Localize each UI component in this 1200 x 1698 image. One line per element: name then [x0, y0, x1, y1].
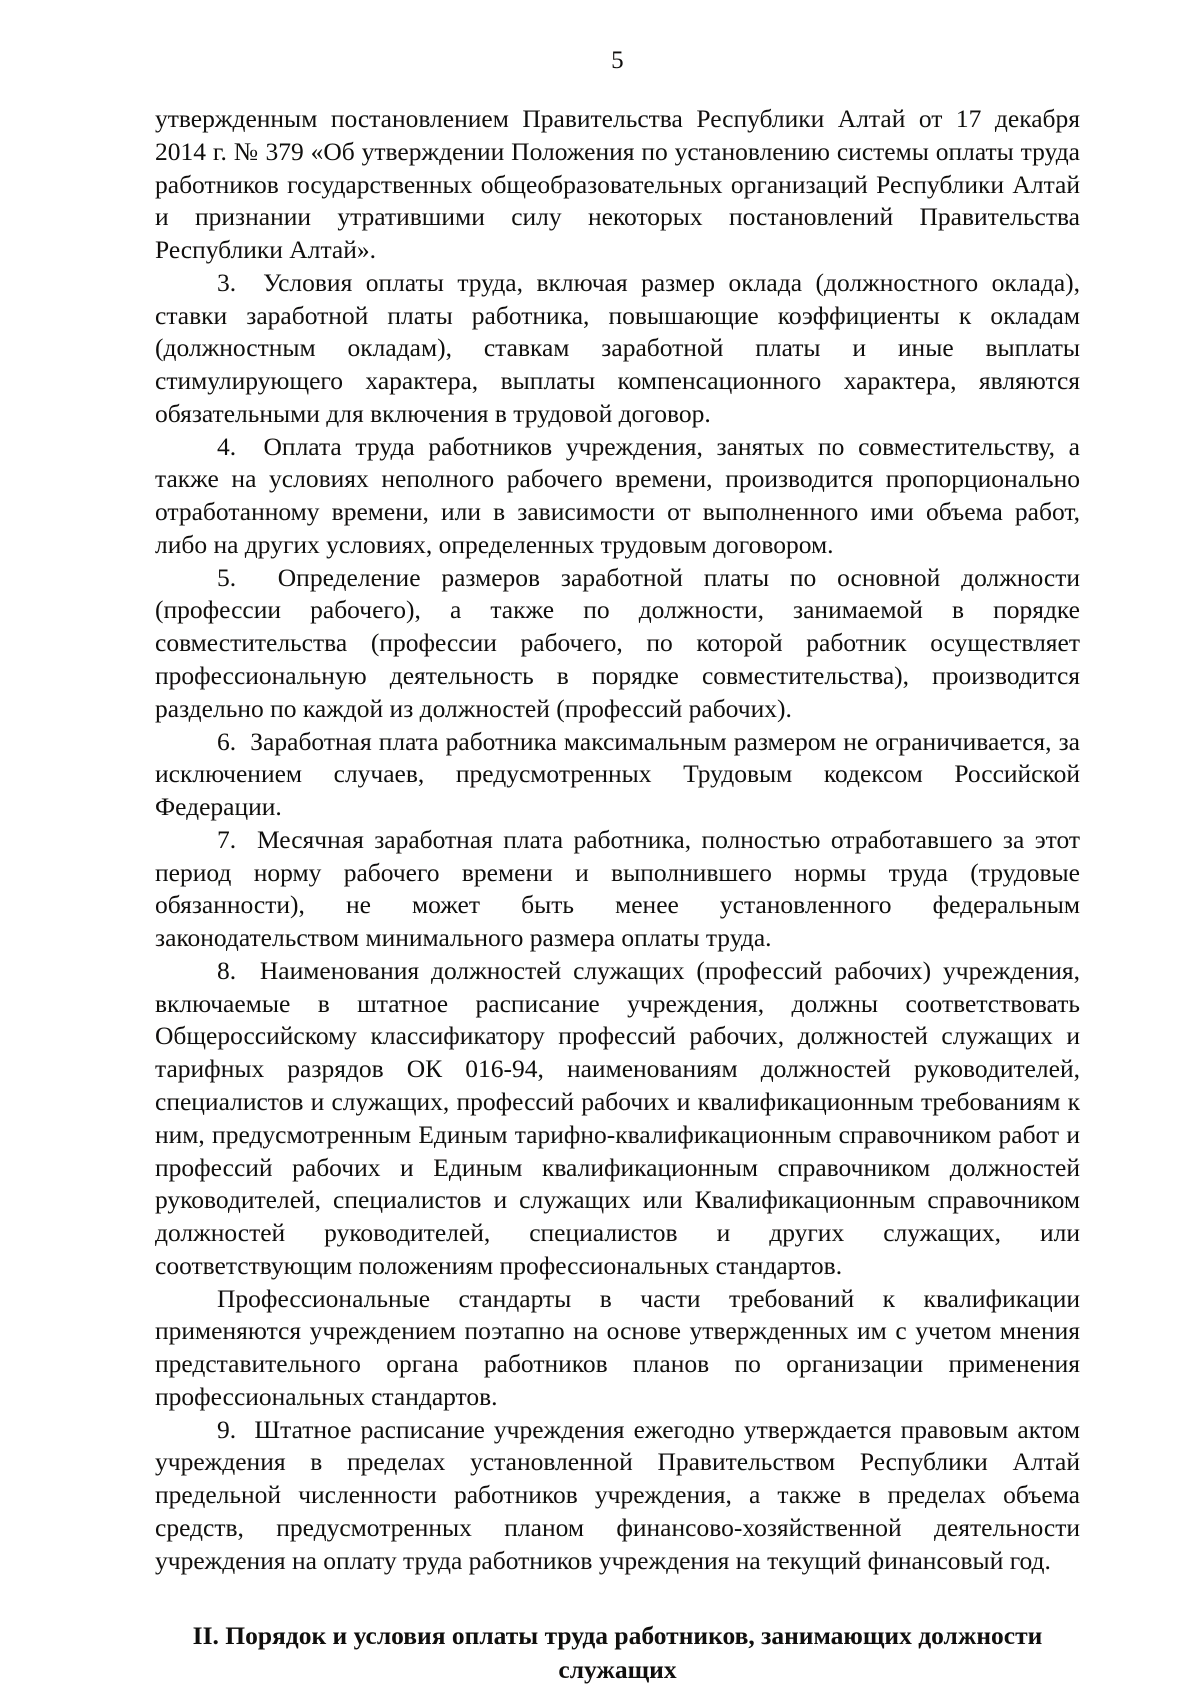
paragraph-number-5: 5.	[217, 562, 237, 592]
section-heading-line-1: II. Порядок и условия оплаты труда работников, занимающих должности	[192, 1621, 1043, 1651]
paragraph-item-9	[155, 1414, 1080, 1578]
paragraph-text-4: Оплата труда работников учреждения, занятых по совместительству, а также на условиях неполного рабочего времени, производится пропорционально отработанному времени, или в зависимости от выполненного ими объема работ, либо на других условиях, определенных трудовым договором.	[155, 431, 1081, 559]
paragraph-text-8: Наименования должностей служащих (профессий рабочих) учреждения, включаемые в штатное расписание учреждения, должны соответствовать Общероссийскому классификатору профессий рабочих, должностей служащих и тарифных разрядов ОК 016-94, наименованиям должностей руководителей, специалистов и служащих, профессий рабочих и квалификационным требованиям к ним, предусмотренным Единым тарифно-квалификационным справочником работ и профессий рабочих и Единым квалификационным справочником должностей руководителей, специалистов и служащих или Квалификационным справочником должностей руководителей, специалистов и других служащих, или соответствующим положениям профессиональных стандартов.	[155, 955, 1081, 1280]
paragraph-item-3	[155, 267, 1080, 431]
paragraph-text-3: Условия оплаты труда, включая размер оклада (должностного оклада), ставки заработной платы работника, повышающие коэффициенты к окладам (должностным окладам), ставкам заработной платы и иные выплаты стимулирующего характера, выплаты компенсационного характера, являются обязательными для включения в трудовой договор.	[155, 267, 1081, 428]
paragraph-number-7: 7.	[217, 824, 237, 854]
paragraph-number-6: 6.	[217, 726, 237, 756]
paragraph-number-3: 3.	[217, 267, 237, 297]
paragraph-continuation: утвержденным постановлением Правительства Республики Алтай от 17 декабря 2014 г. № 379 «Об утверждении Положения по установлению системы оплаты труда работников государственных общеобразовательных организаций Республики Алтай и признании утратившими силу некоторых постановлений Правительства Республики Алтай».	[155, 104, 1080, 265]
section-heading	[155, 1619, 1080, 1685]
paragraph-text-5: Определение размеров заработной платы по основной должности (профессии рабочего), а также по должности, занимаемой в порядке совместительства (профессии рабочего, по которой работник осуществляет профессиональную деятельность в порядке совместительства), производится раздельно по каждой из должностей (профессий рабочих).	[155, 562, 1080, 723]
paragraph-item-6	[155, 726, 1080, 824]
paragraph-item-7	[155, 824, 1080, 955]
paragraph-text-9: Штатное расписание учреждения ежегодно утверждается правовым актом учреждения в пределах установленной Правительством Республики Алтай предельной численности работников учреждения, а также в пределах объема средств, предусмотренных планом финансово-хозяйственной деятельности учреждения на оплату труда работников учреждения на текущий финансовый год.	[155, 1414, 1080, 1575]
paragraph-item-4	[155, 431, 1080, 562]
paragraph-number-9: 9.	[217, 1414, 237, 1444]
paragraph-number-4: 4.	[217, 431, 237, 461]
document-body	[155, 103, 1080, 1577]
page-number: 5	[611, 47, 624, 74]
paragraph-item-5	[155, 562, 1080, 726]
paragraph-number-8: 8.	[217, 955, 237, 985]
paragraph-prof-standards: Профессиональные стандарты в части требований к квалификации применяются учреждением поэтапно на основе утвержденных им с учетом мнения представительного органа работников планов по организации применения профессиональных стандартов.	[155, 1283, 1080, 1411]
paragraph-item-8	[155, 955, 1080, 1283]
paragraph-text-7: Месячная заработная плата работника, полностью отработавшего за этот период норму рабочего времени и выполнившего нормы труда (трудовые обязанности), не может быть менее установленного федеральным законодательством минимального размера оплаты труда.	[155, 824, 1081, 953]
section-heading-line-2: служащих	[558, 1654, 677, 1684]
paragraph-text-6: Заработная плата работника максимальным размером не ограничивается, за исключением случаев, предусмотренных Трудовым кодексом Российской Федерации.	[155, 726, 1080, 822]
